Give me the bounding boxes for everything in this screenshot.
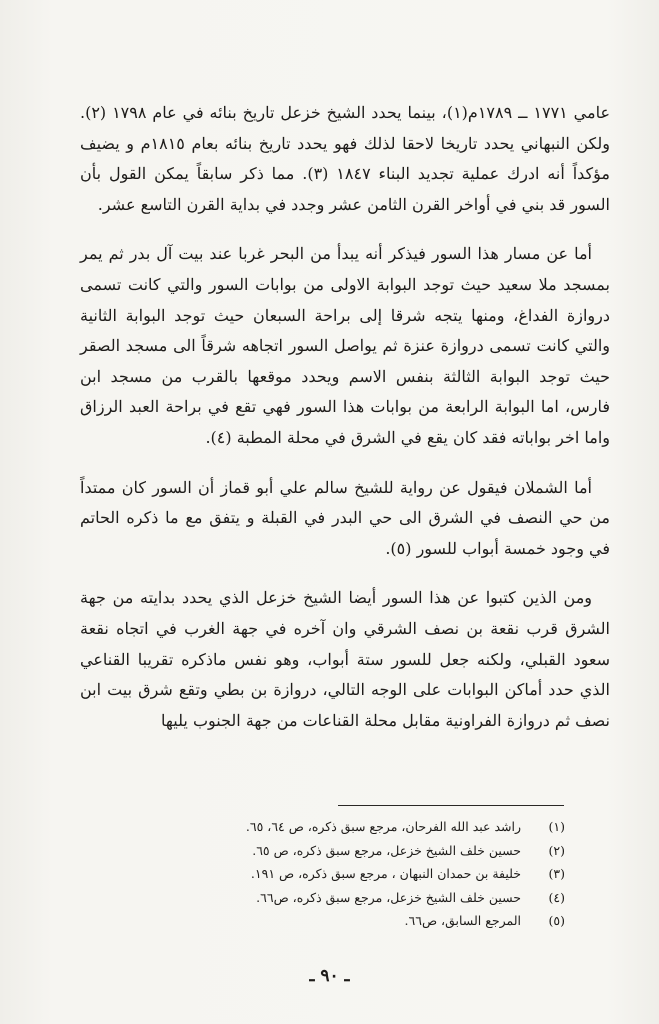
footnote-item — [80, 886, 565, 910]
footnote-number: (٢) — [548, 842, 565, 858]
footnote-number: (١) — [548, 819, 565, 834]
footnotes-list — [80, 815, 565, 933]
footnote-item — [80, 909, 565, 933]
page-number: ـ ٩٠ ـ — [309, 966, 350, 986]
footnote-text: المرجع السابق، ص٦٦. — [404, 913, 521, 928]
paragraph: أما عن مسار هذا السور فيذكر أنه يبدأ من البحر غربا عند بيت آل بدر ثم يمر بمسجد ملا سعيد حيث توجد البوابة الاولى من بوابات السور والتي كانت تسمى دروازة الفداغ، ومنها يتجه شرقا إلى براحة السبعان حيث توجد البوابة الثانية والتي كانت تسمى دروازة عنزة ثم يواصل السور اتجاهه شرقاً الى مسجد الصقر حيث توجد البوابة الثالثة بنفس الاسم ويحدد موقعها بالقرب من مسجد ابن فارس، اما البوابة الرابعة من بوابات هذا السور فهي تقع في براحة العبد الرزاق واما اخر بواباته فقد كان يقع في الشرق في محلة المطبة (٤). — [80, 244, 610, 447]
footnote-text: راشد عبد الله الفرحان، مرجع سبق ذكره، ص ٦٤، ٦٥. — [245, 819, 521, 834]
footnote-number: (٥) — [548, 913, 565, 928]
footnote-number: (٤) — [548, 889, 565, 905]
footnote-text: خليفة بن حمدان النبهان ، مرجع سبق ذكره، ص ١٩١. — [250, 866, 521, 881]
footnote-divider — [338, 805, 564, 806]
paragraph: ومن الذين كتبوا عن هذا السور أيضا الشيخ خزعل الذي يحدد بدايته من جهة الشرق قرب نقعة بن نصف الشرقي وان آخره في جهة الغرب في اتجاه نقعة سعود القبلي، ولكنه جعل للسور ستة أبواب، وهو نفس ماذكره تقريبا القناعي الذي حدد أماكن البوابات على الوجه التالي، دروازة بن بطي وتقع شرق بيت ابن نصف ثم دروازة الفراونية مقابل محلة القناعات من جهة الجنوب يليها — [80, 588, 610, 730]
footnote-text: حسين خلف الشيخ خزعل، مرجع سبق ذكره، ص٦٦. — [256, 889, 521, 905]
footnote-number: (٣) — [548, 866, 565, 881]
paragraph: أما الشملان فيقول عن رواية للشيخ سالم علي أبو قماز أن السور كان ممتداً من حي النصف في الشرق الى حي البدر في القبلة و يتفق مع ما ذكره الحاتم في وجود خمسة أبواب للسور (٥). — [80, 477, 611, 558]
paragraph: عامي ١٧٧١ ــ ١٧٨٩م(١)، بينما يحدد الشيخ خزعل تاريخ بنائه في عام ١٧٩٨ (٢). ولكن النبهاني يحدد تاريخا لاحقا لذلك فهو يحدد تاريخ بنائه بعام ١٨١٥م و يضيف مؤكداً أنه ادرك عملية تجديد البناء ١٨٤٧ (٣). مما ذكر سابقاً يمكن القول بأن السور قد بني في أواخر القرن الثامن عشر وجدد في بداية القرن التاسع عشر. — [80, 103, 611, 214]
footnote-item — [80, 815, 565, 839]
main-text — [80, 98, 610, 755]
footnote-text: حسين خلف الشيخ خزعل، مرجع سبق ذكره، ص ٦٥. — [252, 842, 521, 858]
footnote-item — [80, 862, 565, 886]
footnote-item — [80, 839, 565, 863]
